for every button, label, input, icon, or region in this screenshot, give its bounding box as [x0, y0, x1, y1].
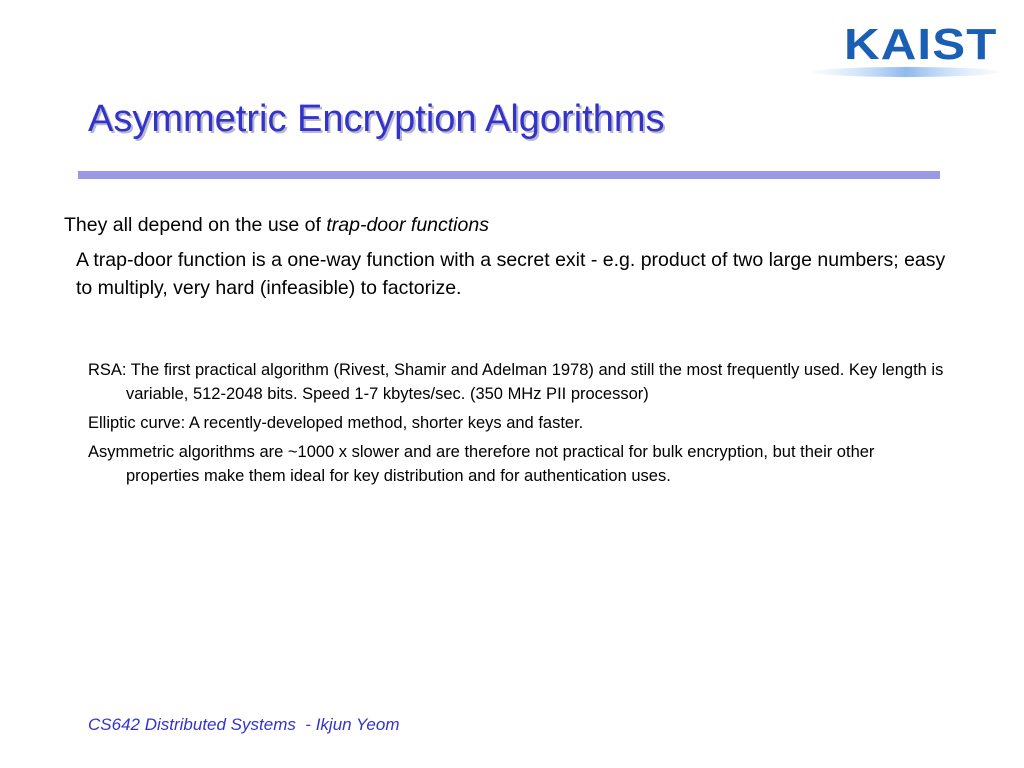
bullet-list — [88, 358, 948, 493]
logo-text: KAIST — [844, 20, 998, 69]
intro-line — [64, 214, 489, 237]
bullet-rsa: RSA: The first practical algorithm (Rivest, Shamir and Adelman 1978) and still the most frequently used. Key length is variable, 512-2048 bits. Speed 1-7 kbytes/sec. (350 MHz PII processor) — [88, 361, 944, 403]
title-divider — [78, 171, 940, 179]
bullet-elliptic-curve: Elliptic curve: A recently-developed method, shorter keys and faster. — [88, 414, 584, 432]
intro-prefix: They all depend on the use of — [64, 214, 327, 236]
slide-title: Asymmetric Encryption Algorithms — [88, 98, 665, 140]
footer-text: CS642 Distributed Systems - Ikjun Yeom — [88, 715, 400, 734]
intro-emphasis: trap-door functions — [326, 214, 489, 236]
bullet-asymmetric-speed: Asymmetric algorithms are ~1000 x slower and are therefore not practical for bulk encryption, but their other properties make them ideal for key distribution and for authentication uses. — [88, 443, 875, 485]
definition-paragraph: A trap-door function is a one-way function with a secret exit - e.g. product of two large numbers; easy to multiply, very hard (infeasible) to factorize. — [76, 249, 946, 299]
kaist-logo — [810, 18, 1002, 80]
